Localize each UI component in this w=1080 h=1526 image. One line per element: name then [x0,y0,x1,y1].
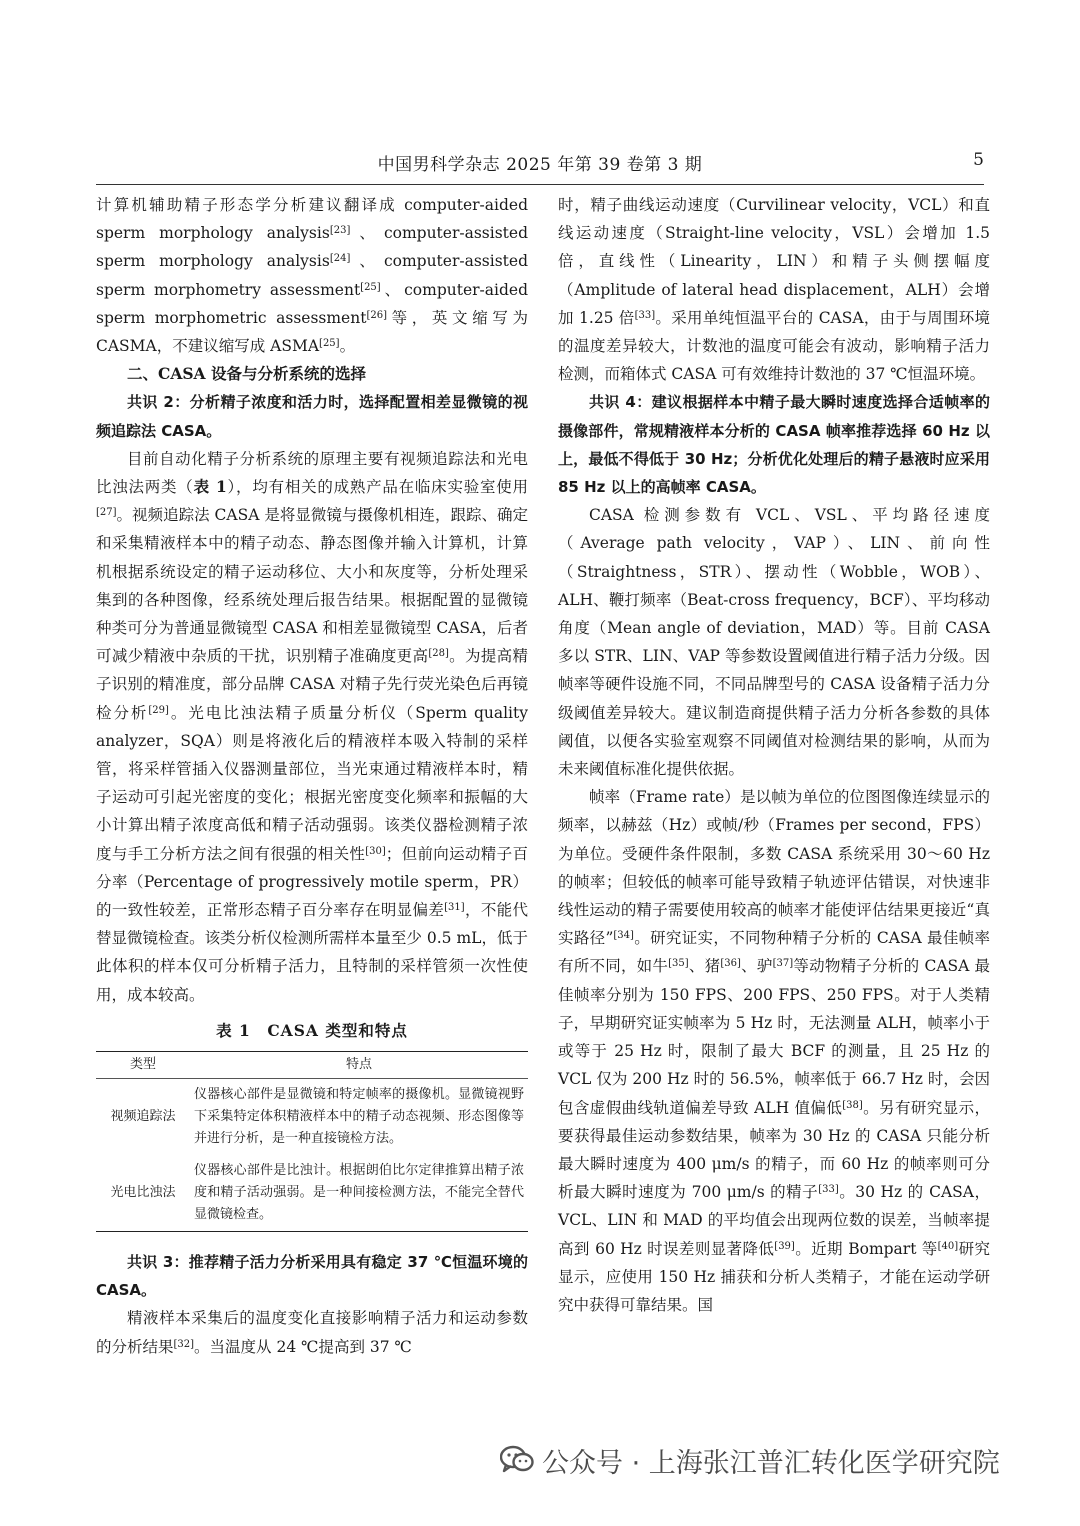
consensus-statement: 共识 2：分析精子浓度和活力时，选择配置相差显微镜的视频追踪法 CASA。 [96,393,528,440]
left-column [96,191,528,1361]
paragraph: 计算机辅助精子形态学分析建议翻译成 computer-aided sperm morphology analysis[23]、computer-assisted sperm morphology analysis[24]、computer-assisted sperm morphometry assessment[25]、computer-aided sperm morphometric assessment[26]等，英文缩写为 CASMA，不建议缩写成 ASMA[25]。 [96,196,528,356]
citation[interactable]: [30] [365,845,386,857]
watermark-text: 公众号 · 上海张江普汇转化医学研究院 [542,1447,1000,1479]
page-number: 5 [973,150,984,170]
spacer [96,1232,528,1248]
header-rule [96,184,984,185]
running-title: 中国男科学杂志 2025 年第 39 卷第 3 期 [377,155,703,175]
citation[interactable]: [33] [818,1184,839,1196]
casa-types-table [96,1051,528,1232]
wechat-watermark [500,1440,1000,1480]
section-heading: 二、CASA 设备与分析系统的选择 [127,364,366,384]
citation[interactable]: [28] [428,648,449,660]
citation[interactable]: [32] [173,1338,195,1350]
citation[interactable]: [24] [329,253,351,265]
citation[interactable]: [36] [720,958,741,970]
citation[interactable]: [26] [366,309,387,321]
table-cell-feature: 仪器核心部件是显微镜和特定帧率的摄像机。显微镜视野下采集特定体积精液样本中的精子动态视频、形态图像等并进行分析，是一种直接镜检方法。 [194,1086,524,1146]
right-column [558,191,990,1319]
table-reference[interactable]: 表 1 [193,477,227,497]
table-header-row [96,1051,528,1078]
paragraph: 目前自动化精子分析系统的原理主要有视频追踪法和光电比浊法两类（表 1），均有相关的成熟产品在临床实验室使用[27]。视频追踪法 CASA 是将显微镜与摄像机相连，跟踪、确定和采集精液样本中的精子动态、静态图像并输入计算机，计算机根据系统设定的精子运动移位、大小和灰度等，分析处理采集到的各种图像，经系统处理后报告结果。根据配置的显微镜种类可分为普通显微镜型 CASA 和相差显微镜型 CASA，后者可减少精液中杂质的干扰，识别精子准确度更高[28]。为提高精子识别的精准度，部分品牌 CASA 对精子先行荧光染色后再镜检分析[29]。光电比浊法精子质量分析仪（Sperm quality analyzer，SQA）则是将液化后的精液样本吸入特制的采样管，将采样管插入仪器测量部位，当光束通过精液样本时，精子运动可引起光密度的变化；根据光密度变化频率和振幅的大小计算出精子浓度高低和精子活动强弱。该类仪器检测精子浓度与手工分析方法之间有很强的相关性[30]；但前向运动精子百分率（Percentage of progressively motile sperm，PR）的一致性较差，正常形态精子百分率存在明显偏差[31]，不能代替显微镜检查。该类分析仪检测所需样本量至少 0.5 mL，低于此体积的样本仅可分析精子活力，且特制的采样管须一次性使用，成本较高。 [96,449,528,1004]
citation[interactable]: [29] [148,704,169,716]
table-cell-type: 光电比浊法 [110,1184,176,1200]
paragraph: 精液样本采集后的温度变化直接影响精子活力和运动参数的分析结果[32]。当温度从 24 ℃提高到 37 ℃ [96,1309,528,1356]
wechat-icon [500,1445,534,1475]
citation[interactable]: [40] [937,1240,959,1252]
citation[interactable]: [34] [613,930,634,942]
citation[interactable]: [35] [668,958,689,970]
citation[interactable]: [31] [444,902,465,914]
consensus-statement: 共识 3：推荐精子活力分析采用具有稳定 37 ℃恒温环境的 CASA。 [96,1252,528,1300]
paragraph: 帧率（Frame rate）是以帧为单位的位图图像连续显示的频率，以赫兹（Hz）或帧/秒（Frames per second，FPS）为单位。受硬件条件限制，多数 CASA 系统采用 30～60 Hz 的帧率；但较低的帧率可能导致精子轨迹评估错误，对快速非线性运动的精子需要使用较高的帧率才能使评估结果更接近“真实路径”[34]。研究证实，不同物种精子分析的 CASA 最佳帧率有所不同，如牛[35]、猪[36]、驴[37]等动物精子分析的 CASA 最佳帧率分别为 150 FPS、200 FPS、250 FPS。对于人类精子，早期研究证实帧率为 5 Hz 时，无法测量 ALH，帧率小于或等于 25 Hz 时，限制了最大 BCF 的测量，且 25 Hz 的 VCL 仅为 200 Hz 时的 56.5%，帧率低于 66.7 Hz 时，会因包含虚假曲线轨道偏差导致 ALH 值偏低[38]。另有研究显示，要获得最佳运动参数结果，帧率为 30 Hz 的 CASA 只能分析最大瞬时速度为 400 μm/s 的精子，而 60 Hz 的帧率则可分析最大瞬时速度为 700 μm/s 的精子[33]。30 Hz 的 CASA，VCL、LIN 和 MAD 的平均值会出现两位数的误差，当帧率提高到 60 Hz 时误差则显著降低[39]。近期 Bompart 等[40]研究显示，应使用 150 Hz 捕获和分析人类精子，才能在运动学研究中获得可靠结果。国 [558,788,990,1314]
page-header [96,148,984,178]
citation[interactable]: [39] [774,1240,795,1252]
table-caption: 表 1 CASA 类型和特点 [216,1020,408,1040]
table-header-type: 类型 [96,1051,190,1078]
paragraph: CASA 检测参数有 VCL、VSL、平均路径速度（Average path velocity，VAP）、LIN、前向性（Straightness，STR）、摆动性（Wobble，WOB）、ALH、鞭打频率（Beat-cross frequency，BCF）、平均移动角度（Mean angle of deviation，MAD）等。目前 CASA 多以 STR、LIN、VAP 等参数设置阈值进行精子活力分级。因帧率等硬件设施不同，不同品牌型号的 CASA 设备精子活力分级阈值差异较大。建议制造商提供精子活力分析各参数的具体阈值，以便各实验室观察不同阈值对检测结果的影响，从而为未来阈值标准化提供依据。 [558,506,990,779]
citation[interactable]: [23] [329,225,351,237]
citation[interactable]: [37] [772,958,794,970]
consensus-statement: 共识 4：建议根据样本中精子最大瞬时速度选择合适帧率的摄像部件，常规精液样本分析的 CASA 帧率推荐选择 60 Hz 以上，最低不得低于 30 Hz；分析优化处理后的精子悬液时应采用 85 Hz 以上的高帧率 CASA。 [558,393,990,497]
table-row [96,1155,528,1232]
citation[interactable]: [25] [360,281,381,293]
citation[interactable]: [25] [319,338,340,350]
table-cell-type: 视频追踪法 [110,1108,176,1124]
table-cell-feature: 仪器核心部件是比浊计。根据朗伯比尔定律推算出精子浓度和精子活动强弱。是一种间接检测方法，不能完全替代显微镜检查。 [194,1162,524,1222]
citation[interactable]: [33] [634,309,656,321]
table-row [96,1078,528,1155]
table-header-feature: 特点 [190,1051,528,1078]
citation[interactable]: [38] [842,1099,863,1111]
paragraph: 时，精子曲线运动速度（Curvilinear velocity，VCL）和直线运动速度（Straight-line velocity，VSL）会增加 1.5 倍，直线性（Linearity，LIN）和精子头侧摆幅度（Amplitude of lateral head displacement，ALH）会增加 1.25 倍[33]。采用单纯恒温平台的 CASA，由于与周围环境的温度差异较大，计数池的温度可能会有波动，影响精子活力检测，而箱体式 CASA 可有效维持计数池的 37 ℃恒温环境。 [558,196,990,384]
citation[interactable]: [27] [96,507,117,519]
